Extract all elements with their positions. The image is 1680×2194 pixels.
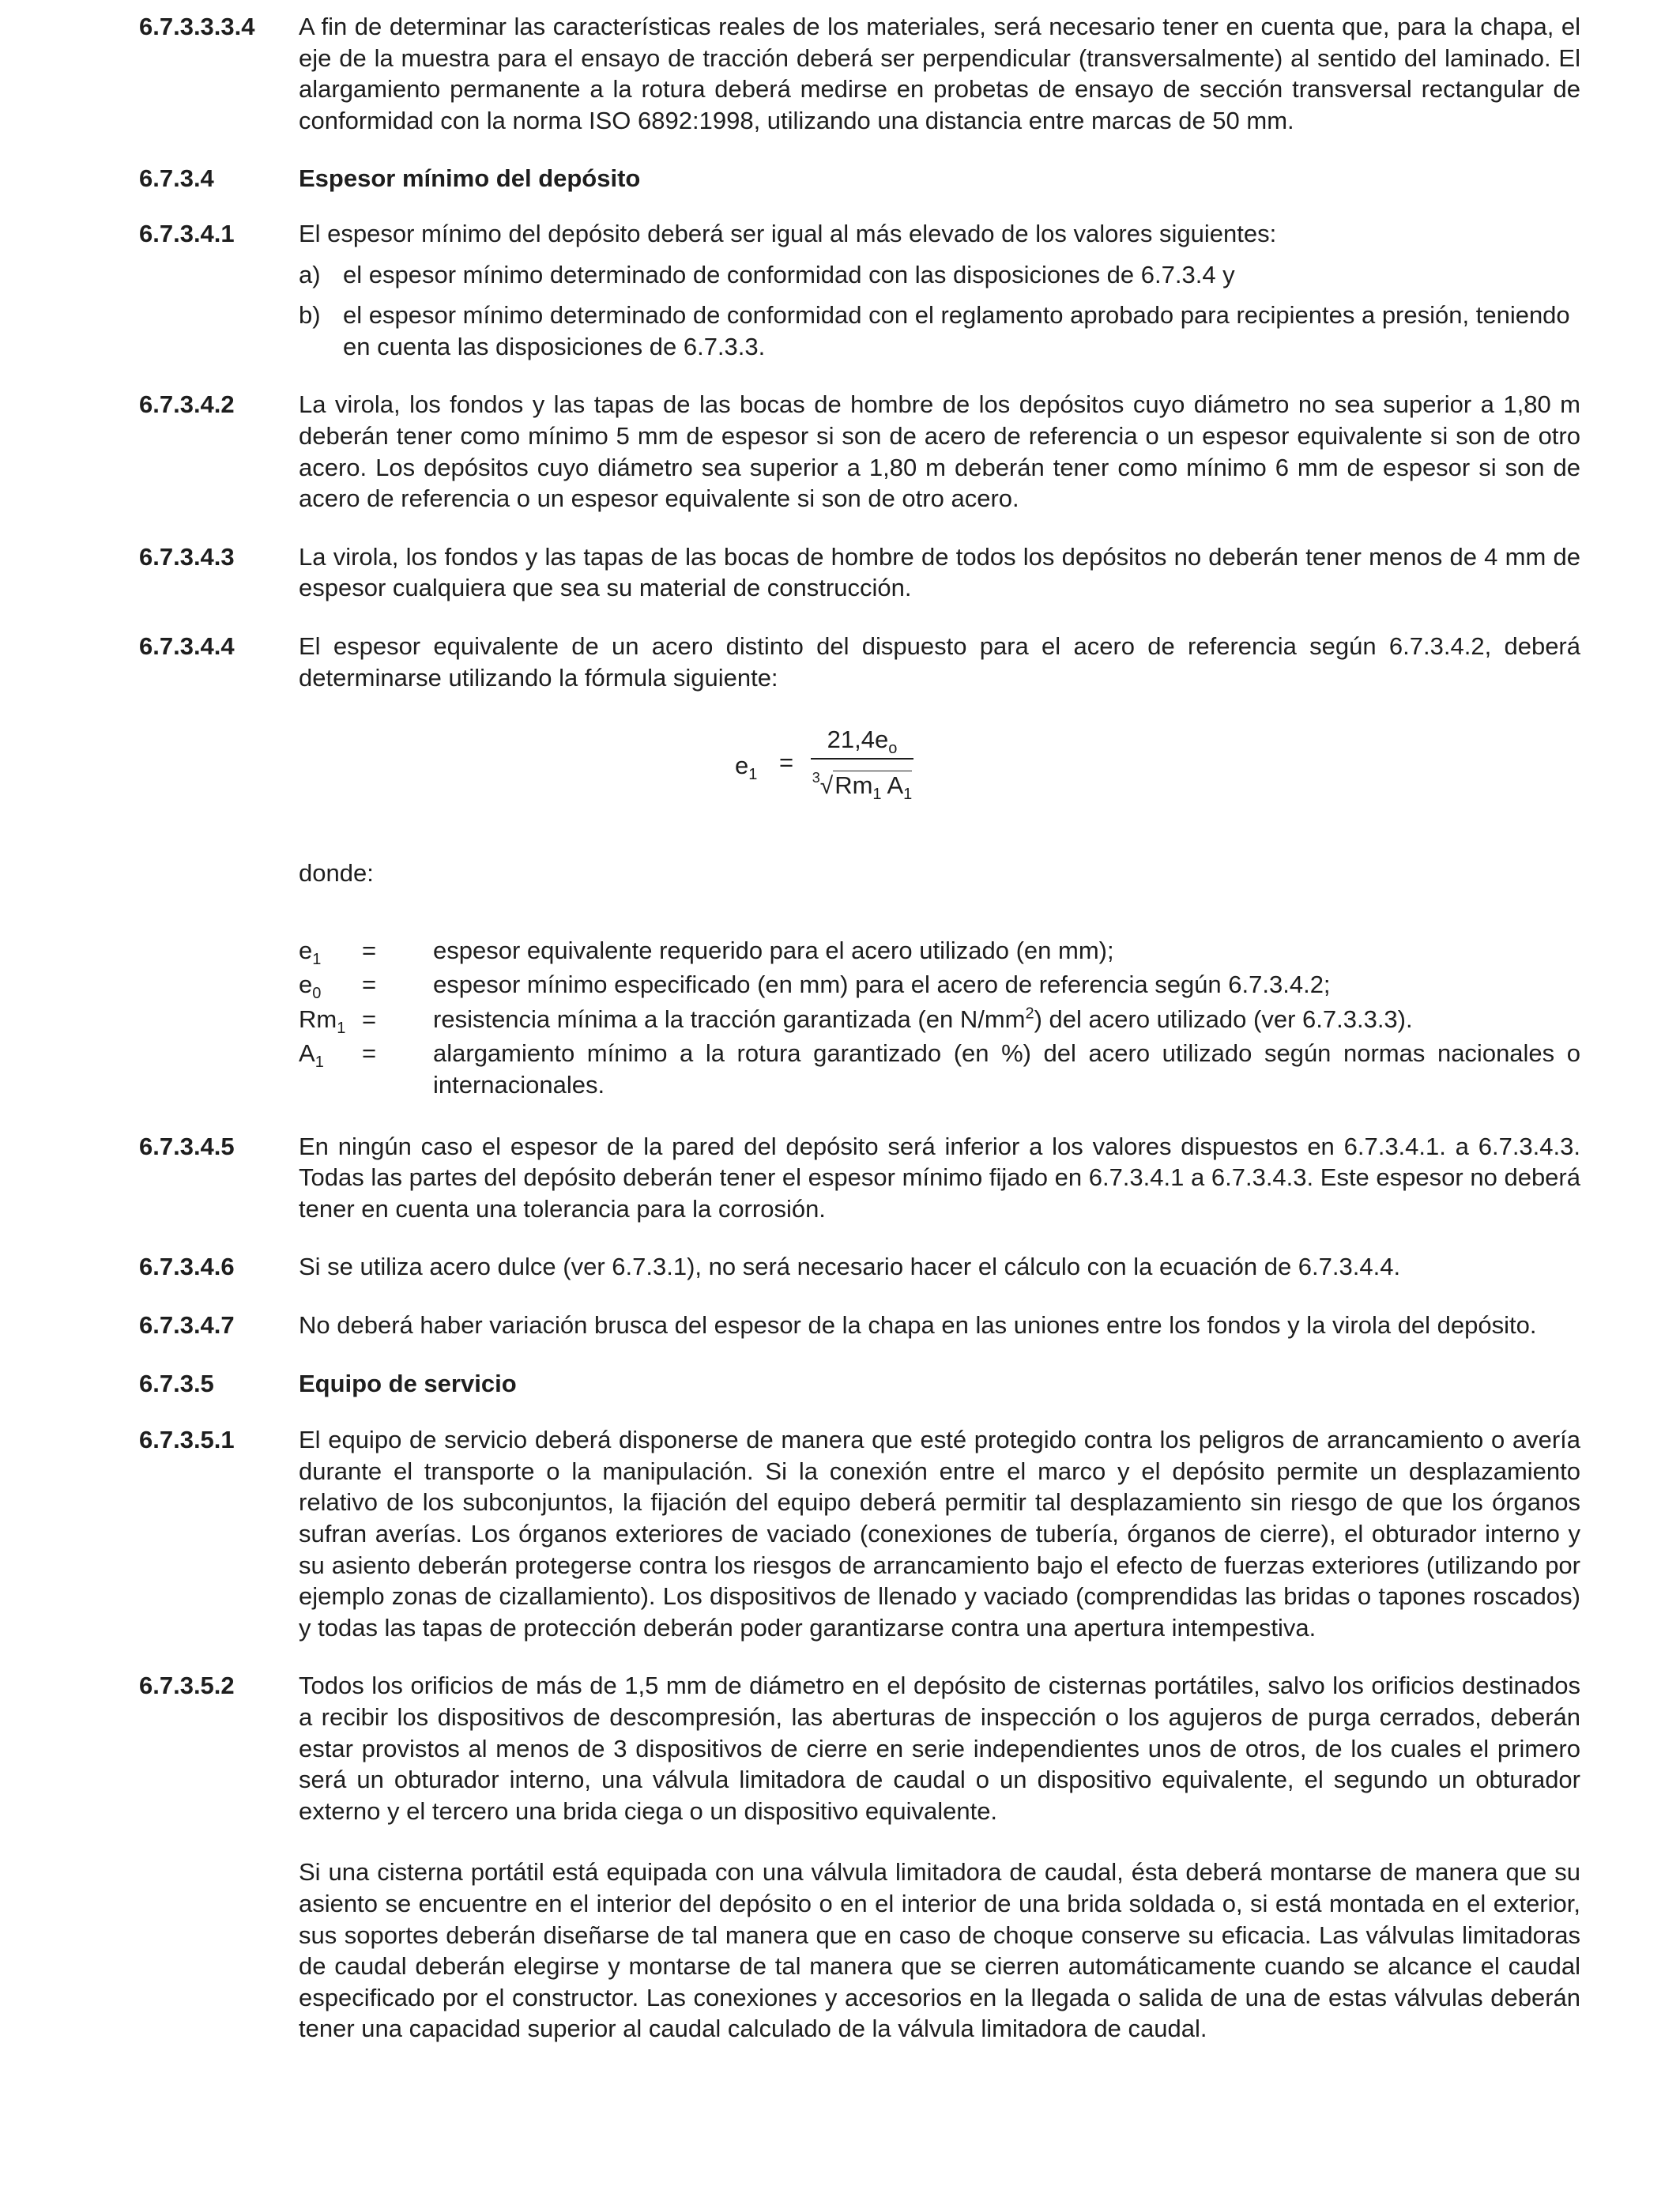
cube-root-icon: √ xyxy=(819,773,834,800)
equivalent-thickness-formula xyxy=(299,723,1580,858)
document-page xyxy=(139,11,1580,2071)
section-6-7-3-4 xyxy=(139,163,1580,194)
formula-equals: = xyxy=(779,748,794,777)
formula-lhs: $e_1$ xyxy=(735,752,758,784)
definition-symbol: $Rm_1$ xyxy=(299,1005,346,1038)
section-6-7-3-4-6 xyxy=(139,1251,1580,1283)
list-item xyxy=(299,300,1580,362)
donde-label: donde: xyxy=(299,859,374,888)
section-content xyxy=(299,218,1580,371)
definition-equals: = xyxy=(362,1005,377,1033)
section-paragraph: La virola, los fondos y las tapas de las bocas de hombre de todos los depósitos no deberán tener menos de 4 mm de espesor cualquiera que sea su material de construcción. xyxy=(299,542,1580,602)
section-6-7-3-4-7 xyxy=(139,1310,1580,1341)
section-content xyxy=(299,1670,1580,2045)
section-paragraph: Si se utiliza acero dulce (ver 6.7.3.1), no será necesario hacer el cálculo con la ecuación de 6.7.3.4.4. xyxy=(299,1253,1401,1281)
section-paragraph: El espesor equivalente de un acero distinto del dispuesto para el acero de referencia según 6.7.3.4.2, deberá determinarse utilizando la fórmula siguiente: xyxy=(299,631,1580,692)
definition-row xyxy=(299,969,1580,1001)
section-heading: Espesor mínimo del depósito xyxy=(299,164,641,193)
section-6-7-3-5-2 xyxy=(139,1670,1580,2045)
section-paragraph: En ningún caso el espesor de la pared del depósito será inferior a los valores dispuestos en 6.7.3.4.1. a 6.7.3.4.3. Todas las partes del depósito deberán tener el espesor mínimo fijado en 6.7.3.4.1 a 6.7.3.4.3. Este espesor no deberá tener en cuenta una tolerancia para la corrosión. xyxy=(299,1132,1580,1223)
formula-numerator: $21,4e_o$ xyxy=(827,726,898,758)
list-marker: a) xyxy=(299,260,321,288)
list-item-text: el espesor mínimo determinado de conformidad con el reglamento aprobado para recipientes a presión, teniendo en cuenta las disposiciones de 6.7.3.3. xyxy=(343,301,1570,360)
section-content xyxy=(299,11,1580,136)
definition-equals: = xyxy=(362,971,377,999)
section-6-7-3-4-2 xyxy=(139,389,1580,514)
definition-text: alargamiento mínimo a la rotura garantizado (en %) del acero utilizado según normas nacionales o internacionales. xyxy=(433,1039,1580,1099)
section-6-7-3-3-3-4 xyxy=(139,11,1580,136)
section-content xyxy=(299,1424,1580,1643)
section-number: 6.7.3.4.5 xyxy=(139,1132,235,1160)
definition-row xyxy=(299,935,1580,967)
section-6-7-3-5 xyxy=(139,1368,1580,1400)
definition-text: resistencia mínima a la tracción garantizada (en $N/mm^2$) del acero utilizado (ver 6.7.3.3.3). xyxy=(433,1005,1413,1033)
section-number: 6.7.3.4.7 xyxy=(139,1311,235,1340)
formula-denominator: $^3√Rm_1$ $A_1$ xyxy=(812,770,913,804)
formula-fraction xyxy=(811,723,913,803)
section-6-7-3-4-1 xyxy=(139,218,1580,371)
section-paragraph: Todos los orificios de más de 1,5 mm de diámetro en el depósito de cisternas portátiles, salvo los orificios destinados a recibir los dispositivos de descompresión, las aberturas de inspección o los agujeros de purga cerrados, deberán estar provistos al menos de 3 dispositivos de cierre en serie independientes unos de otros, de los cuales el primero será un obturador interno, una válvula limitadora de caudal o un dispositivo equivalente, el segundo un obturador externo y el tercero una brida ciega o un dispositivo equivalente. xyxy=(299,1672,1580,1825)
section-content xyxy=(299,389,1580,514)
definition-symbol: $e_0$ xyxy=(299,971,322,1003)
section-number: 6.7.3.4.4 xyxy=(139,631,235,660)
section-content xyxy=(299,1251,1580,1283)
list-marker: b) xyxy=(299,301,321,330)
section-6-7-3-4-4 xyxy=(139,631,1580,1104)
definition-text: espesor equivalente requerido para el acero utilizado (en mm); xyxy=(433,936,1114,964)
section-content xyxy=(299,631,1580,1104)
section-heading: Equipo de servicio xyxy=(299,1369,517,1397)
section-paragraph: No deberá haber variación brusca del espesor de la chapa en las uniones entre los fondos y la virola del depósito. xyxy=(299,1311,1537,1340)
section-6-7-3-4-5 xyxy=(139,1131,1580,1225)
section-number: 6.7.3.4.6 xyxy=(139,1253,235,1281)
section-content xyxy=(299,541,1580,604)
section-paragraph: El equipo de servicio deberá disponerse de manera que esté protegido contra los peligros de arrancamiento o avería durante el transporte o la manipulación. Si la conexión entre el marco y el depósito permite un desplazamiento relativo de los subconjuntos, la fijación del equipo deberá permitir tal desplazamiento sin riesgo de que los órganos sufran averías. Los órganos exteriores de vaciado (conexiones de tubería, órganos de cierre), el obturador interno y su asiento deberán protegerse contra los riesgos de arrancamiento bajo el efecto de fuerzas exteriores (utilizando por ejemplo zonas de cizallamiento). Los dispositivos de llenado y vaciado (comprendidas las bridas o tapones roscados) y todas las tapas de protección deberán poder garantizarse contra una apertura intempestiva. xyxy=(299,1426,1580,1642)
section-paragraph: La virola, los fondos y las tapas de las bocas de hombre de los depósitos cuyo diámetro no sea superior a 1,80 m deberán tener como mínimo 5 mm de espesor si son de acero de referencia o un espesor equivalente si son de otro acero. Los depósitos cuyo diámetro sea superior a 1,80 m deberán tener como mínimo 6 mm de espesor si son de acero de referencia o un espesor equivalente si son de otro acero. xyxy=(299,390,1580,513)
list-item-text: el espesor mínimo determinado de conformidad con las disposiciones de 6.7.3.4 y xyxy=(343,260,1235,288)
section-number: 6.7.3.4.3 xyxy=(139,542,235,571)
root-index: 3 xyxy=(812,770,820,786)
definition-text: espesor mínimo especificado (en mm) para el acero de referencia según 6.7.3.4.2; xyxy=(433,971,1331,999)
section-paragraph: Si una cisterna portátil está equipada con una válvula limitadora de caudal, ésta deberá montarse de manera que su asiento se encuentre en el interior del depósito o en el interior de una brida soldada o, si está montada en el exterior, sus soportes deberán diseñarse de tal manera que en caso de choque conserve su eficacia. Las válvulas limitadoras de caudal deberán elegirse y montarse de tal manera que se cierren automáticamente cuando se alcance el caudal especificado por el constructor. Las conexiones y accesorios en la llegada o salida de una de estas válvulas deberán tener una capacidad superior al caudal calculado de la válvula limitadora de caudal. xyxy=(299,1858,1580,2043)
list-item xyxy=(299,259,1580,291)
definition-row xyxy=(299,1038,1580,1100)
definition-equals: = xyxy=(362,936,377,964)
section-paragraph: A fin de determinar las características reales de los materiales, será necesario tener en cuenta que, para la chapa, el eje de la muestra para el ensayo de tracción deberá ser perpendicular (transversalmente) al sentido del laminado. El alargamiento permanente a la rotura deberá medirse en probetas de ensayo de sección transversal rectangular de conformidad con la norma ISO 6892:1998, utilizando una distancia entre marcas de 50 mm. xyxy=(299,13,1580,134)
section-number: 6.7.3.5.2 xyxy=(139,1672,235,1700)
section-number: 6.7.3.4.2 xyxy=(139,390,235,419)
section-number: 6.7.3.5.1 xyxy=(139,1426,235,1454)
section-6-7-3-5-1 xyxy=(139,1424,1580,1643)
section-number: 6.7.3.4 xyxy=(139,164,214,193)
section-number: 6.7.3.3.3.4 xyxy=(139,13,255,40)
definition-row xyxy=(299,1004,1580,1038)
definition-symbol: $A_1$ xyxy=(299,1039,324,1072)
section-number: 6.7.3.5 xyxy=(139,1369,214,1397)
definition-equals: = xyxy=(362,1039,377,1068)
section-content xyxy=(299,1131,1580,1225)
definition-symbol: $e_1$ xyxy=(299,936,322,968)
definitions-list xyxy=(299,935,1580,1101)
section-paragraph: El espesor mínimo del depósito deberá ser igual al más elevado de los valores siguientes: xyxy=(299,219,1277,247)
fraction-bar xyxy=(811,758,913,760)
value-list xyxy=(299,259,1580,363)
section-content xyxy=(299,1310,1580,1341)
section-number: 6.7.3.4.1 xyxy=(139,219,235,247)
section-6-7-3-4-3 xyxy=(139,541,1580,604)
